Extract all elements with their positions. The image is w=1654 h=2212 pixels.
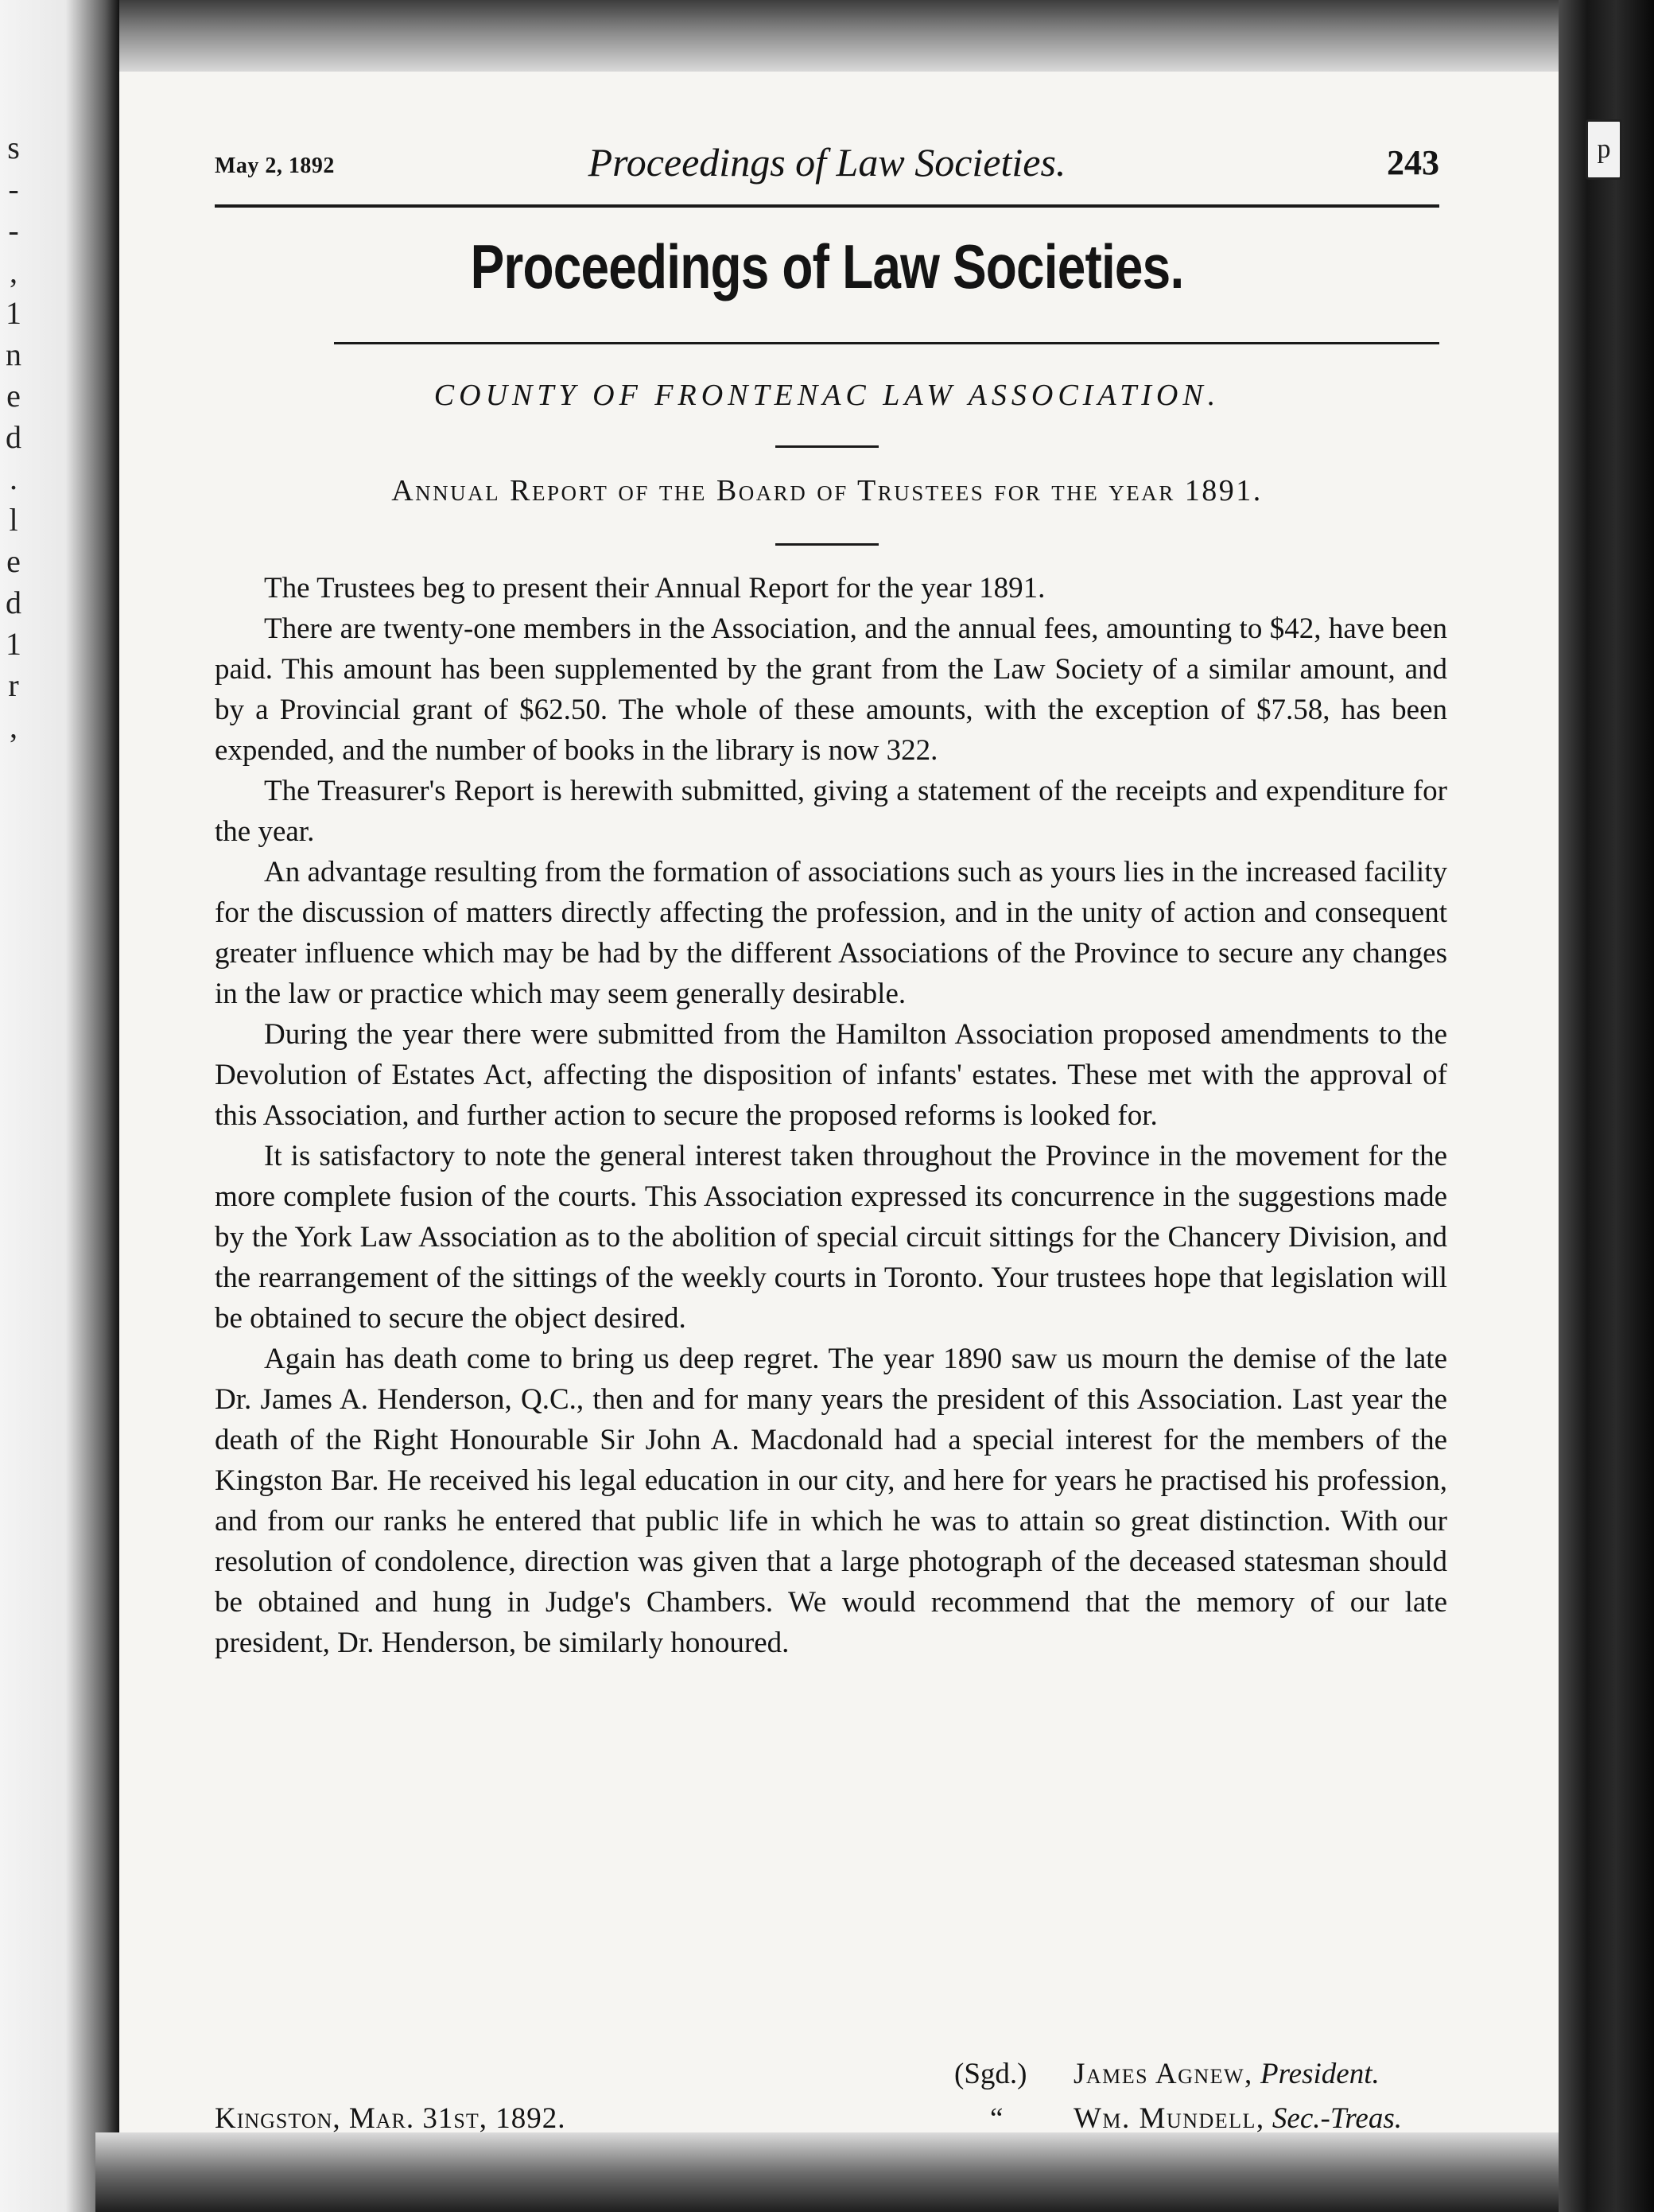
running-title: Proceedings of Law Societies. xyxy=(588,140,1066,185)
paragraph: The Trustees beg to present their Annual Report for the year 1891. xyxy=(264,572,1046,605)
fragment: l xyxy=(9,502,18,538)
book-spine-edge xyxy=(1559,0,1654,2212)
fragment: r xyxy=(8,667,19,703)
paragraph: During the year there were submitted from the Hamilton Association proposed amendments to the Devolution of Estates Act, affecting the disposition of infants' estates. These met with the approval of this Association, and further action to secure the proposed reforms is looked for. xyxy=(215,1018,1447,1132)
signatory-name: James Agnew, xyxy=(1074,2058,1253,2090)
paragraph: The Treasurer's Report is herewith submitted, giving a statement of the receipts and expenditure for the year. xyxy=(215,775,1447,848)
fragment: 1 xyxy=(6,626,21,662)
issue-date: May 2, 1892 xyxy=(215,154,335,178)
fragment: , xyxy=(10,254,17,290)
fragment: e xyxy=(6,543,21,579)
fragment: - xyxy=(8,171,19,207)
short-divider xyxy=(775,445,879,448)
paragraph: Again has death come to bring us deep regret. The year 1890 saw us mourn the demise of the late Dr. James A. Henderson, Q.C., then and for many years the president of this Association. Last year the death of the Right Honourable Sir John A. Macdonald had a special interest for the members of the Kingston Bar. He received his legal education in our city, and here for years he practised his profession, and from our ranks he entered that public life in which he was to attain so great distinction. With our resolution of condolence, direction was given that a large photograph of the deceased statesman should be obtained and hung in Judge's Chambers. We would recommend that the memory of our late president, Dr. Henderson, be similarly honoured. xyxy=(215,1343,1447,1659)
paragraph: There are twenty-one members in the Association, and the annual fees, amounting to $42, have been paid. This amount has been supplemented by the grant from the Law Society of a similar amount, and by a Provincial grant of $62.50. The whole of these amounts, with the exception of $7.58, has been expended, and the number of books in the library is now 322. xyxy=(215,612,1447,767)
fragment: e xyxy=(6,378,21,414)
signatory-role: President. xyxy=(1260,2058,1380,2090)
signatory-secretary xyxy=(1074,2095,1402,2143)
fragment: - xyxy=(8,212,19,248)
short-divider xyxy=(775,543,879,546)
edge-tab: p xyxy=(1586,119,1622,180)
signatory-name: Wm. Mundell, xyxy=(1074,2102,1265,2135)
journal-page xyxy=(119,72,1559,2135)
running-head xyxy=(215,139,1439,203)
association-name: COUNTY OF FRONTENAC LAW ASSOCIATION. xyxy=(433,379,1221,412)
report-body xyxy=(215,568,1447,1663)
signature-block xyxy=(215,2051,1439,2162)
report-title: Annual Report of the Board of Trustees for the year 1891. xyxy=(391,474,1263,507)
signatory-president xyxy=(1074,2051,1380,2098)
scan-top-edge xyxy=(119,0,1559,72)
fragment: . xyxy=(10,461,17,496)
paragraph: It is satisfactory to note the general interest taken throughout the Province in the movement for the more complete fusion of the courts. This Association expressed its concurrence in the suggestions made by the York Law Association as to the abolition of special circuit sittings for the Chancery Division, and the rearrangement of the sittings of the weekly courts in Toronto. Your trustees hope that legislation will be obtained to secure the object desired. xyxy=(215,1140,1447,1335)
signed-mark: (Sgd.) xyxy=(954,2058,1027,2090)
adjacent-page-edge xyxy=(0,0,119,2212)
fragment: 1 xyxy=(6,295,21,331)
fragment: n xyxy=(6,336,21,372)
head-rule xyxy=(215,204,1439,208)
fragment: d xyxy=(6,585,21,620)
fragment: , xyxy=(10,709,17,744)
section-heading: Proceedings of Law Societies. xyxy=(470,231,1184,301)
place-date: Kingston, Mar. 31st, 1892. xyxy=(215,2102,566,2135)
page-number: 243 xyxy=(1387,143,1439,182)
adjacent-page-fragments xyxy=(5,127,22,748)
signatory-role: Sec.-Treas. xyxy=(1272,2102,1402,2135)
fragment: d xyxy=(6,419,21,455)
ditto-mark: “ xyxy=(990,2102,1004,2135)
paragraph: An advantage resulting from the formation of associations such as yours lies in the increased facility for the discussion of matters directly affecting the profession, and in the unity of action and consequent greater influence which may be had by the different Associations of the Province to secure any changes in the law or practice which may seem generally desirable. xyxy=(215,856,1447,1010)
fragment: s xyxy=(7,130,20,165)
heading-rule xyxy=(334,342,1439,344)
